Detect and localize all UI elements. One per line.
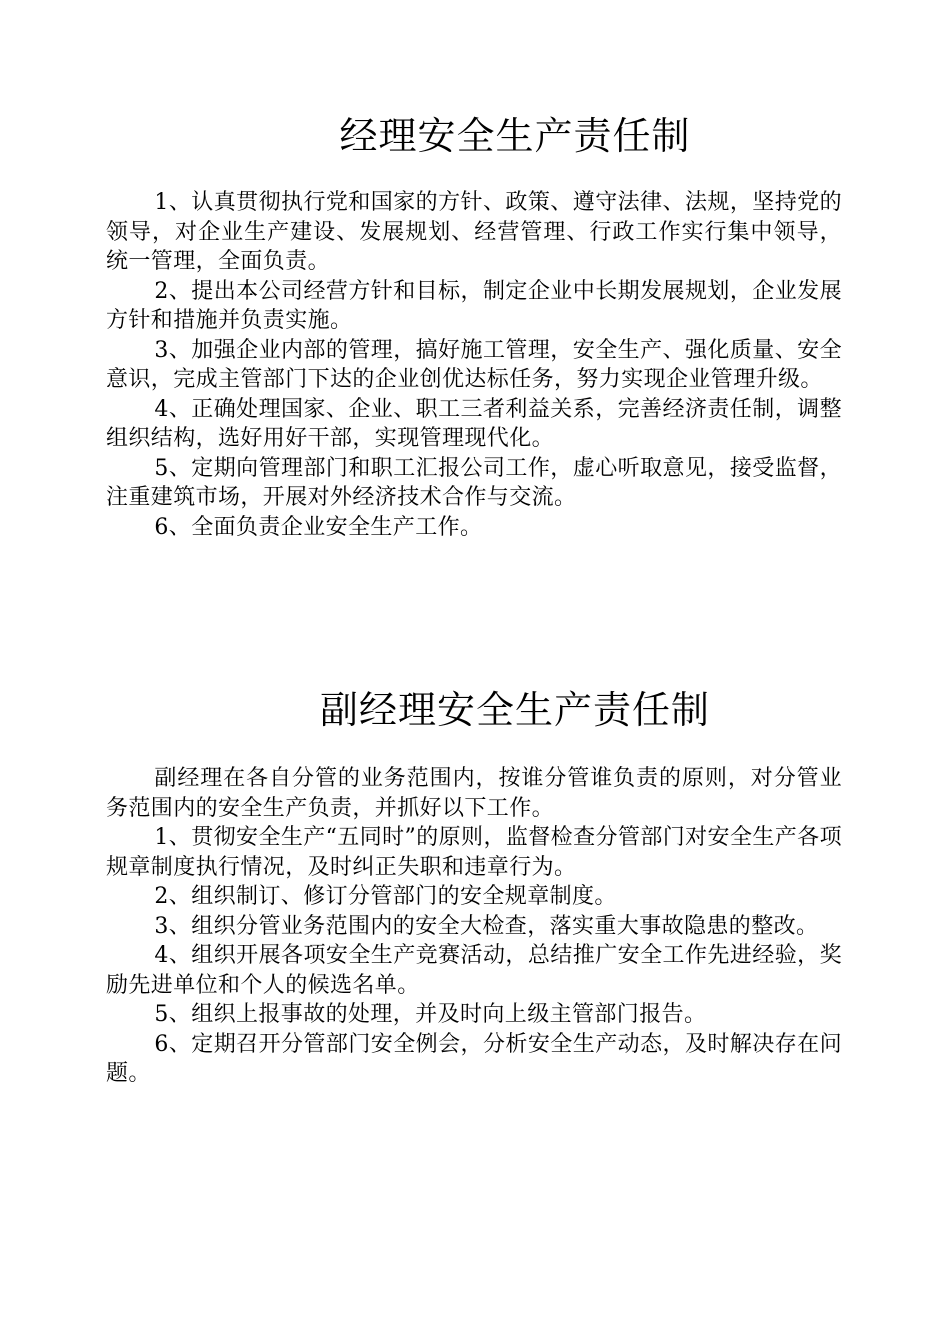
paragraph: 2、提出本公司经营方针和目标，制定企业中长期发展规划，企业发展方针和措施并负责实施。	[106, 278, 842, 333]
paragraph: 6、全面负责企业安全生产工作。	[154, 514, 483, 540]
paragraph: 3、加强企业内部的管理，搞好施工管理，安全生产、强化质量、安全意识，完成主管部门下达的企业创优达标任务，努力实现企业管理升级。	[106, 337, 842, 392]
paragraph: 2、组织制订、修订分管部门的安全规章制度。	[154, 884, 617, 909]
section-body	[106, 764, 842, 1089]
manager-responsibility-section	[106, 108, 842, 542]
paragraph: 5、组织上报事故的处理，并及时向上级主管部门报告。	[154, 1002, 707, 1027]
paragraph: 副经理在各自分管的业务范围内，按谁分管谁负责的原则，对分管业务范围内的安全生产负责，并抓好以下工作。	[106, 766, 842, 821]
paragraph: 6、定期召开分管部门安全例会，分析安全生产动态，及时解决存在问题。	[106, 1031, 842, 1086]
paragraph: 1、贯彻安全生产“五同时”的原则，监督检查分管部门对安全生产各项规章制度执行情况，及时纠正失职和违章行为。	[106, 825, 842, 880]
paragraph: 1、认真贯彻执行党和国家的方针、政策、遵守法律、法规，坚持党的领导，对企业生产建设、发展规划、经营管理、行政工作实行集中领导，统一管理，全面负责。	[106, 190, 842, 274]
paragraph: 4、组织开展各项安全生产竞赛活动，总结推广安全工作先进经验，奖励先进单位和个人的候选名单。	[106, 943, 842, 998]
paragraph: 5、定期向管理部门和职工汇报公司工作，虚心听取意见，接受监督，注重建筑市场，开展对外经济技术合作与交流。	[106, 455, 842, 510]
paragraph: 4、正确处理国家、企业、职工三者利益关系，完善经济责任制，调整组织结构，选好用好干部，实现管理现代化。	[106, 396, 842, 451]
section-title: 经理安全生产责任制	[339, 114, 691, 158]
section-title: 副经理安全生产责任制	[319, 688, 710, 732]
deputy-manager-responsibility-section	[106, 682, 842, 1089]
paragraph: 3、组织分管业务范围内的安全大检查，落实重大事故隐患的整改。	[154, 913, 819, 939]
section-body	[106, 188, 842, 542]
